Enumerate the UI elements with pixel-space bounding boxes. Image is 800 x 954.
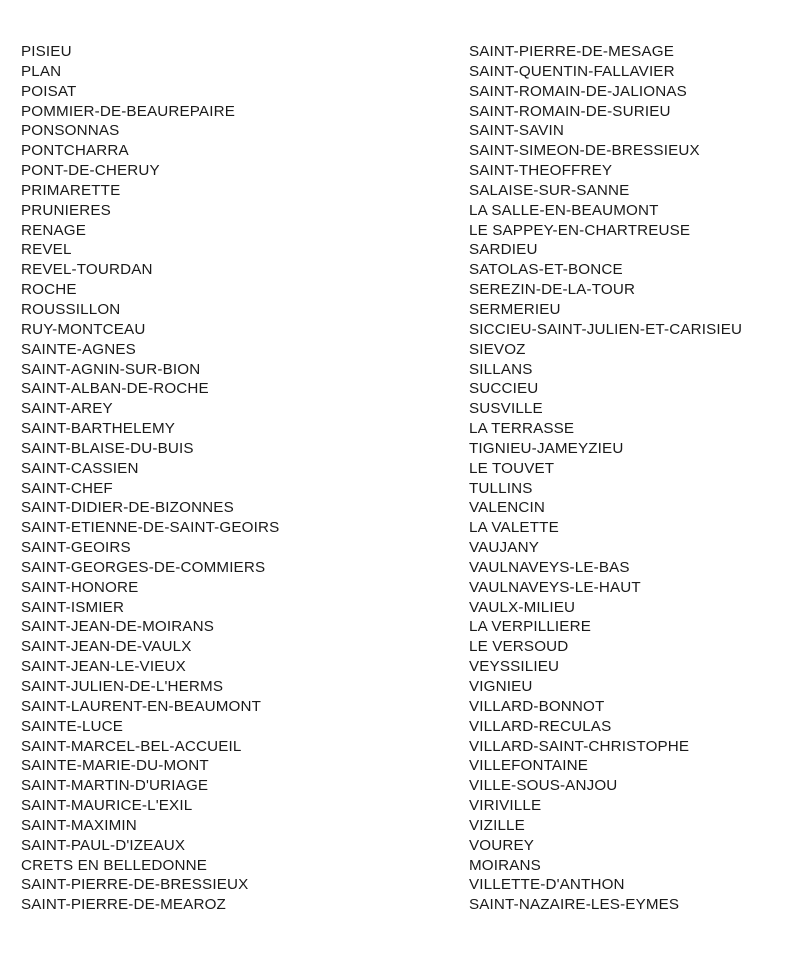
commune-name: SAINT-PIERRE-DE-MEAROZ — [21, 896, 226, 914]
commune-name: VAULNAVEYS-LE-HAUT — [469, 578, 641, 596]
commune-name: VAUJANY — [469, 539, 539, 557]
commune-name: SUCCIEU — [469, 380, 539, 398]
commune-name: TULLINS — [469, 479, 533, 497]
commune-name: SAINT-SIMEON-DE-BRESSIEUX — [469, 142, 700, 160]
commune-name: LA VALETTE — [469, 519, 559, 537]
commune-name: PONSONNAS — [21, 122, 120, 140]
commune-name: SUSVILLE — [469, 400, 543, 418]
commune-name: SATOLAS-ET-BONCE — [469, 261, 623, 279]
commune-name: SAINT-NAZAIRE-LES-EYMES — [469, 896, 680, 914]
commune-name: TIGNIEU-JAMEYZIEU — [469, 439, 624, 457]
commune-name: VAULNAVEYS-LE-BAS — [469, 558, 630, 576]
commune-list-left — [21, 42, 451, 915]
commune-name: SAINT-JEAN-LE-VIEUX — [21, 658, 186, 676]
commune-name: LE SAPPEY-EN-CHARTREUSE — [469, 221, 691, 239]
commune-name: SAINT-JULIEN-DE-L'HERMS — [21, 678, 224, 695]
commune-name: SAINT-MARCEL-BEL-ACCUEIL — [21, 737, 242, 755]
commune-name: VOUREY — [469, 836, 535, 854]
commune-name: SAINT-CASSIEN — [21, 459, 139, 477]
commune-name: PISIEU — [21, 43, 72, 60]
commune-name: RUY-MONTCEAU — [21, 320, 146, 338]
commune-name: LA SALLE-EN-BEAUMONT — [469, 201, 659, 219]
commune-name: SARDIEU — [469, 241, 538, 259]
commune-name: LE VERSOUD — [469, 638, 569, 656]
commune-name: SERMERIEU — [469, 300, 561, 318]
commune-name: SAINT-ISMIER — [21, 598, 125, 616]
commune-name: VIZILLE — [469, 816, 525, 834]
commune-name: MOIRANS — [469, 856, 541, 874]
commune-name: SAINT-JEAN-DE-MOIRANS — [21, 618, 215, 636]
commune-name: SAINT-ROMAIN-DE-JALIONAS — [469, 82, 687, 100]
commune-name: VIRIVILLE — [469, 797, 542, 815]
commune-name: SAINT-ALBAN-DE-ROCHE — [21, 380, 209, 398]
commune-name: VILLEFONTAINE — [469, 757, 588, 775]
commune-name: SAINT-ROMAIN-DE-SURIEU — [469, 102, 671, 120]
commune-list-right — [469, 42, 794, 915]
commune-name: VEYSSILIEU — [469, 658, 560, 676]
commune-name: SAINTE-LUCE — [21, 717, 124, 735]
commune-name: SAINT-AGNIN-SUR-BION — [21, 360, 201, 378]
commune-name: SAINT-BARTHELEMY — [21, 420, 176, 438]
commune-name: LE TOUVET — [469, 459, 555, 477]
commune-name: VILLARD-RECULAS — [469, 717, 612, 735]
commune-name: LA VERPILLIERE — [469, 618, 591, 636]
commune-name: VILLARD-SAINT-CHRISTOPHE — [469, 737, 690, 755]
commune-name: RENAGE — [21, 221, 87, 239]
commune-name: SAINT-QUENTIN-FALLAVIER — [469, 62, 675, 80]
commune-name: PRUNIERES — [21, 201, 111, 219]
commune-name: PONT-DE-CHERUY — [21, 162, 160, 180]
commune-name: SAINT-SAVIN — [469, 122, 565, 140]
commune-name: REVEL-TOURDAN — [21, 261, 153, 279]
commune-name: SAINT-MAURICE-L'EXIL — [21, 797, 193, 815]
commune-name: SAINT-JEAN-DE-VAULX — [21, 638, 192, 656]
commune-name: SAINT-LAURENT-EN-BEAUMONT — [21, 697, 262, 715]
commune-name: ROUSSILLON — [21, 300, 121, 318]
commune-name: SEREZIN-DE-LA-TOUR — [469, 281, 636, 299]
commune-name: VILLE-SOUS-ANJOU — [469, 777, 618, 795]
commune-name: SAINTE-MARIE-DU-MONT — [21, 757, 209, 775]
commune-name: VALENCIN — [469, 499, 546, 517]
commune-name: VAULX-MILIEU — [469, 598, 576, 616]
commune-name: SILLANS — [469, 360, 533, 378]
commune-name: SAINTE-AGNES — [21, 340, 136, 358]
commune-name: SIEVOZ — [469, 340, 526, 358]
commune-name: SAINT-GEOIRS — [21, 539, 131, 557]
commune-name: SAINT-PIERRE-DE-BRESSIEUX — [21, 876, 249, 894]
commune-name: VILLETTE-D'ANTHON — [469, 876, 625, 894]
commune-name: VILLARD-BONNOT — [469, 697, 605, 715]
commune-name: POMMIER-DE-BEAUREPAIRE — [21, 102, 235, 120]
commune-name: PRIMARETTE — [21, 181, 121, 199]
commune-name: PLAN — [21, 62, 62, 80]
commune-name: CRETS EN BELLEDONNE — [21, 856, 207, 874]
commune-name: SAINT-BLAISE-DU-BUIS — [21, 439, 194, 457]
commune-name: SAINT-CHEF — [21, 479, 113, 497]
commune-name: SAINT-MAXIMIN — [21, 816, 137, 834]
commune-name: SAINT-ETIENNE-DE-SAINT-GEOIRS — [21, 519, 280, 537]
commune-name: LA TERRASSE — [469, 420, 575, 438]
commune-name: SICCIEU-SAINT-JULIEN-ET-CARISIEU — [469, 320, 743, 338]
commune-name: VIGNIEU — [469, 678, 533, 695]
commune-name: SALAISE-SUR-SANNE — [469, 181, 630, 199]
commune-name: SAINT-MARTIN-D'URIAGE — [21, 777, 209, 795]
commune-name: SAINT-THEOFFREY — [469, 162, 613, 180]
commune-name: SAINT-GEORGES-DE-COMMIERS — [21, 558, 266, 576]
commune-name: POISAT — [21, 82, 77, 100]
commune-name: ROCHE — [21, 281, 77, 299]
commune-name: SAINT-PAUL-D'IZEAUX — [21, 836, 186, 854]
commune-name: PONTCHARRA — [21, 142, 129, 160]
commune-name: SAINT-PIERRE-DE-MESAGE — [469, 43, 674, 60]
commune-name: REVEL — [21, 241, 72, 259]
commune-name: SAINT-DIDIER-DE-BIZONNES — [21, 499, 234, 517]
commune-name: SAINT-HONORE — [21, 578, 139, 596]
commune-name: SAINT-AREY — [21, 400, 113, 418]
